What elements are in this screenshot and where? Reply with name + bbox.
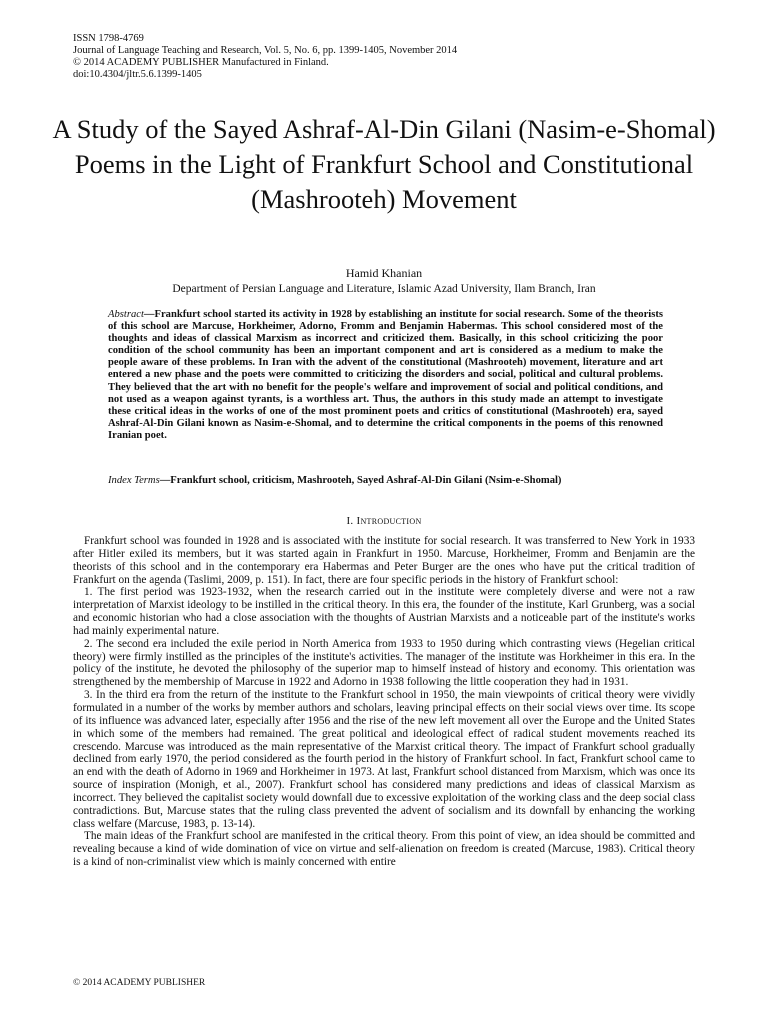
index-terms: [108, 474, 663, 487]
journal-header: [73, 33, 573, 81]
section-numeral: I.: [346, 515, 357, 527]
issn: ISSN 1798-4769: [73, 33, 144, 44]
author-affiliation: Department of Persian Language and Literature, Islamic Azad University, Ilam Branch, Iran: [172, 283, 596, 295]
index-terms-text: —Frankfurt school, criticism, Mashrooteh, Sayed Ashraf-Al-Din Gilani (Nsim-e-Shomal): [159, 475, 562, 486]
author-name: Hamid Khanian: [345, 266, 423, 280]
body-text: [73, 535, 695, 869]
paper-title: A Study of the Sayed Ashraf-Al-Din Gilani (Nasim-e-Shomal) Poems in the Light of Frankfurt School and Constitutional (Mashrooteh) Movement: [52, 114, 716, 214]
section-heading: [73, 514, 695, 528]
paragraph: 2. The second era included the exile period in North America from 1933 to 1950 during which contrasting views (Hegelian critical theory) were firmly instilled as the principles of the institute's activities. The manager of the institute was Horkheimer in this era. In the policy of the institute, he devoted the philosophy of the superior map to himself instead of history and economy. This orientation was strengthened by the membership of Marcuse in 1922 and Adorno in 1938 following the little cooperation they had in 1931.: [73, 637, 695, 689]
abstract-label: Abstract: [108, 309, 144, 320]
page-footer: © 2014 ACADEMY PUBLISHER: [73, 978, 206, 988]
paragraph: 1. The first period was 1923-1932, when the research carried out in the institute were completely diverse and were not a raw interpretation of Marxist ideology to be instilled in the critical theory. In this era, the founder of the institute, Karl Grunberg, was a social and economic historian who had a close association with the thoughts of Austrian Marxists and a noticeable part of the institute's works had mainly experimental nature.: [73, 586, 695, 637]
paragraph: Frankfurt school was founded in 1928 and is associated with the institute for social research. It was transferred to New York in 1933 after Hitler exiled its members, but it was started again in Frankfurt in 1950. Marcuse, Horkheimer, Fromm and Benjamin are the theorists of this school and in the contemporary era Habermas and Peter Burger are the ones who have put the critical tradition of Frankfurt on the agenda (Taslimi, 2009, p. 151). In fact, there are four specific periods in the history of Frankfurt school:: [73, 535, 695, 586]
publisher-copyright: © 2014 ACADEMY PUBLISHER Manufactured in Finland.: [73, 57, 329, 68]
abstract-text: —Frankfurt school started its activity in 1928 by establishing an institute for social research. Some of the theorists of this school are Marcuse, Horkheimer, Adorno, Fromm and Benjamin Habermas. This school considered most of the thoughts and ideas of classical Marxism as incorrect and criticized them. Basically, in this school criticizing the poor condition of the school community has been an important component and art is considered as a medium to make the people aware of these problems. In Iran with the advent of the constitutional (Mashrooteh) movement, literature and art entered a new phase and the poets were committed to criticizing the disorders and social, political and cultural problems. They believed that the art with no benefit for the people's welfare and improvement of social and political conditions, and not used as a weapon against tyrants, is a worthless art. Thus, the authors in this study made an attempt to investigate these critical ideas in the works of one of the most prominent poets and critics of constitutional (Mashrooteh) era, sayed Ashraf-Al-Din Gilani known as Nasim-e-Shomal, and to determine the critical components in the poems of this renowned Iranian poet.: [108, 309, 663, 441]
index-terms-label: Index Terms: [108, 475, 160, 486]
journal-citation: Journal of Language Teaching and Research, Vol. 5, No. 6, pp. 1399-1405, November 2014: [73, 45, 458, 56]
section-title: Introduction: [356, 515, 422, 527]
paragraph: The main ideas of the Frankfurt school are manifested in the critical theory. From this point of view, an idea should be committed and revealing because a kind of wide domination of vice on virtue and self-alienation on freedom is created (Marcuse, 1983). Critical theory is a kind of non-criminalist view which is mainly concerned with entire: [73, 830, 695, 869]
paragraph: 3. In the third era from the return of the institute to the Frankfurt school in 1950, the main viewpoints of critical theory were vividly formulated in a number of the works by member authors and scholars, leaving principal effects on their social views over time. Its scope of its influence was advanced later, especially after 1956 and the rise of the new left movement all over the Europe and the United States in which some of the members had remained. The great political and ideological effect of radical student movements reached its crescendo. Marcuse was introduced as the main representative of the Marxist critical theory. The impact of Frankfurt school gradually declined from early 1970, the period considered as the fourth period in the history of Frankfurt school. In fact, Frankfurt school came to an end with the death of Adorno in 1969 and Horkheimer in 1973. At last, Frankfurt school distanced from Marxism, which was once its source of inspiration (Monigh, et al., 2007). Frankfurt school has considered many predictions and ideas of classical Marxism as incorrect. They believed the capitalist society would downfall due to excessive exploitation of the working class and the deep social class contradictions. But, Marcuse states that the ruling class prevented the advent of socialism and its downfall by enhancing the working class welfare (Marcuse, 1983, p. 13-14).: [73, 689, 695, 830]
abstract: [108, 309, 663, 442]
doi: doi:10.4304/jltr.5.6.1399-1405: [73, 69, 202, 80]
